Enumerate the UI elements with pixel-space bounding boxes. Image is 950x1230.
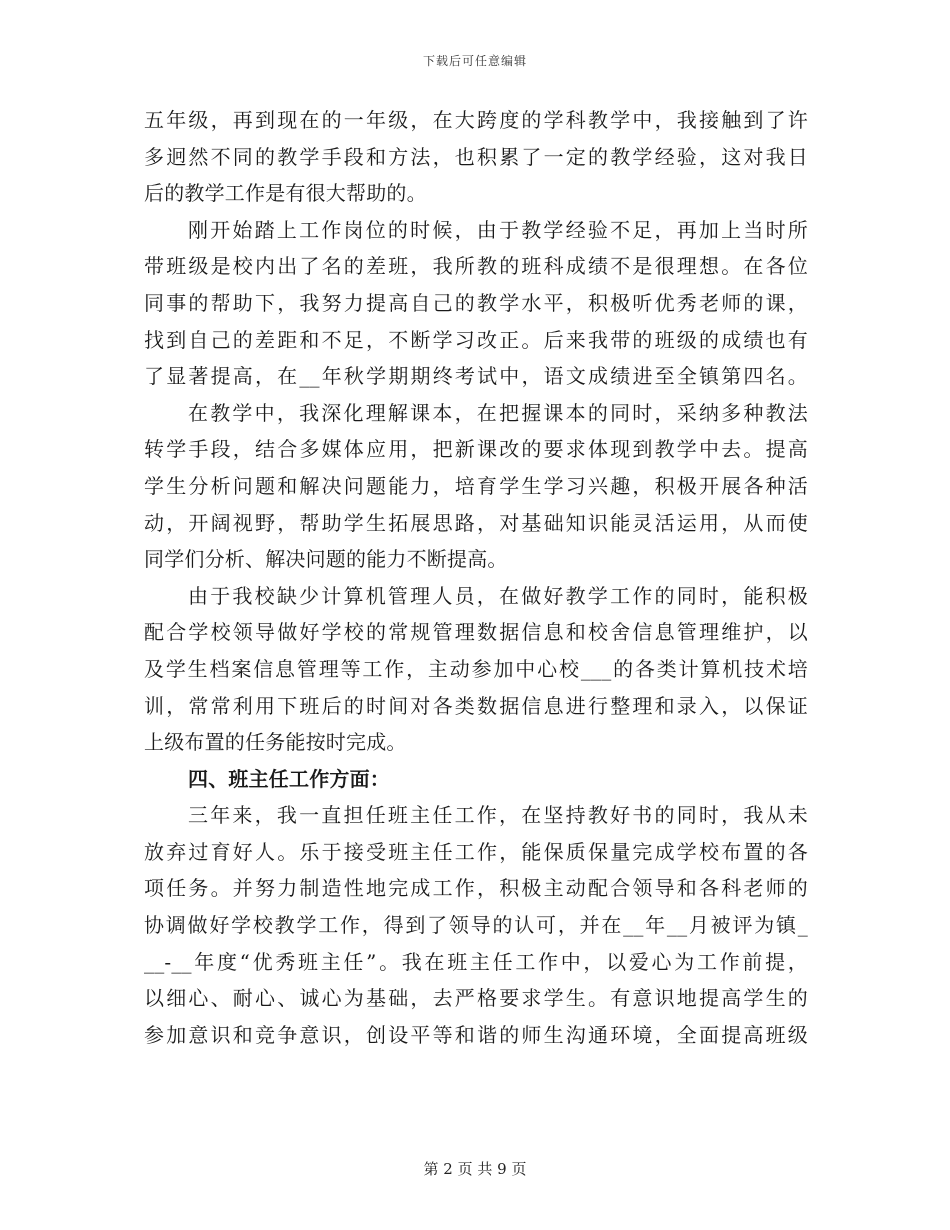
text-line: 五年级，再到现在的一年级，在大跨度的学科教学中，我接触到了许: [144, 108, 808, 132]
section-heading: 四、班主任工作方面：: [188, 766, 390, 791]
text-line: 学生分析问题和解决问题能力，培育学生学习兴趣，积极开展各种活: [144, 473, 808, 498]
text-line: 动，开阔视野，帮助学生拓展思路，对基础知识能灵活运用，从而使: [144, 510, 808, 535]
text-line: 训，常常利用下班后的时间对各类数据信息进行整理和录入，以保证: [144, 693, 808, 718]
text-line: 后的教学工作是有很大帮助的。: [144, 181, 427, 206]
text-line: 带班级是校内出了名的差班，我所教的班科成绩不是很理想。在各位: [144, 254, 808, 279]
text-line: 多迥然不同的教学手段和方法，也积累了一定的教学经验，这对我日: [144, 144, 808, 169]
paragraph-start-line: 三年来，我一直担任班主任工作，在坚持教好书的同时，我从未: [188, 803, 808, 828]
paragraph-start-line: 在教学中，我深化理解课本，在把握课本的同时，采纳多种教法: [188, 400, 808, 425]
document-body: [144, 102, 808, 1053]
text-line: 项任务。并努力制造性地完成工作，积极主动配合领导和各科老师的: [144, 876, 808, 901]
text-line: 转学手段，结合多媒体应用，把新课改的要求体现到教学中去。提高: [144, 437, 808, 462]
text-line: 同学们分析、解决问题的能力不断提高。: [144, 547, 508, 572]
text-line: 了显著提高，在__年秋学期期终考试中，语文成绩进至全镇第四名。: [144, 364, 808, 389]
text-line: 以细心、耐心、诚心为基础，去严格要求学生。有意识地提高学生的: [144, 986, 808, 1011]
text-line: 上级布置的任务能按时完成。: [144, 730, 407, 755]
text-line: 放弃过育好人。乐于接受班主任工作，能保质保量完成学校布置的各: [144, 839, 808, 864]
paragraph-start-line: 由于我校缺少计算机管理人员，在做好教学工作的同时，能积极: [188, 583, 808, 608]
text-line: 同事的帮助下，我努力提高自己的教学水平，积极听优秀老师的课，: [144, 290, 808, 315]
text-line: __-__年度“优秀班主任”。我在班主任工作中，以爱心为工作前提，: [144, 949, 808, 974]
text-line: 配合学校领导做好学校的常规管理数据信息和校舍信息管理维护，以: [144, 620, 808, 645]
text-line: 及学生档案信息管理等工作，主动参加中心校___的各类计算机技术培: [144, 656, 808, 681]
page-header: 下载后可任意编辑: [422, 54, 527, 68]
text-line: 找到自己的差距和不足，不断学习改正。后来我带的班级的成绩也有: [144, 327, 808, 352]
text-line: 协调做好学校教学工作，得到了领导的认可，并在__年__月被评为镇_: [144, 913, 808, 938]
text-line: 参加意识和竞争意识，创设平等和谐的师生沟通环境，全面提高班级: [144, 1022, 808, 1047]
page-footer: 第 2 页 共 9 页: [423, 1160, 527, 1178]
paragraph-start-line: 刚开始踏上工作岗位的时候，由于教学经验不足，再加上当时所: [188, 217, 808, 242]
